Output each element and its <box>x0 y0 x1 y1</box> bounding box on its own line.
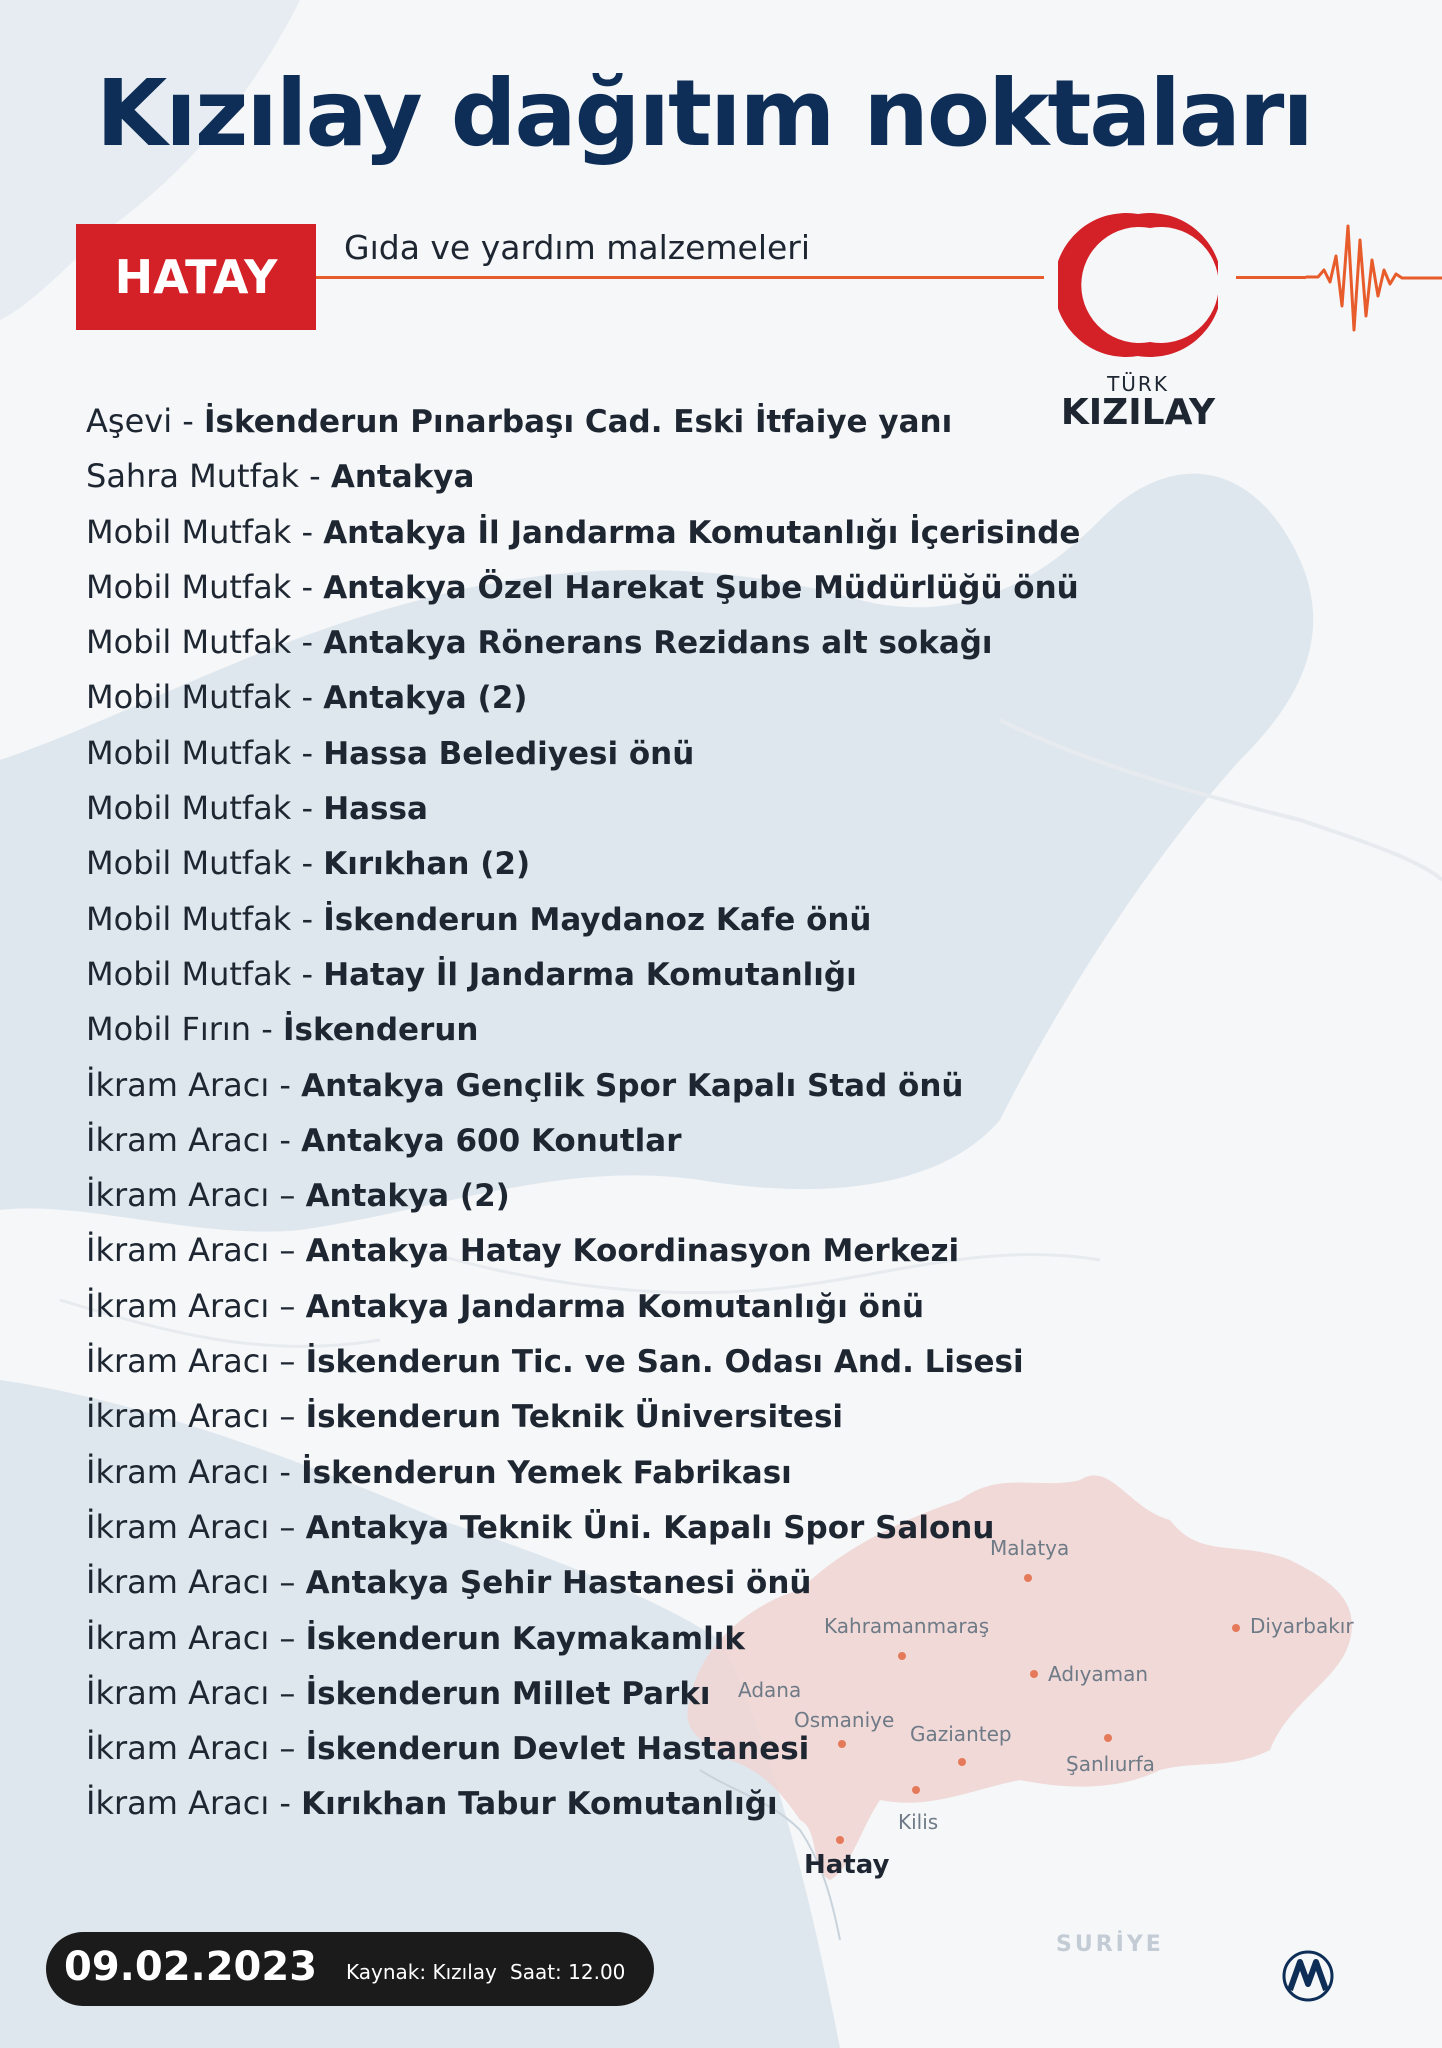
list-item <box>86 1168 1080 1223</box>
city-label-kahramanmaras: Kahramanmaraş <box>824 1614 990 1638</box>
point-location: Antakya Özel Harekat Şube Müdürlüğü önü <box>323 569 1079 606</box>
point-location: Antakya Şehir Hastanesi önü <box>305 1565 812 1602</box>
region-badge: HATAY <box>76 224 316 330</box>
list-item <box>86 1334 1080 1389</box>
point-type: İkram Aracı – <box>86 1618 306 1657</box>
footer-date: 09.02.2023 <box>64 1944 318 1990</box>
point-type: İkram Aracı – <box>86 1342 306 1381</box>
aa-logo-icon <box>1282 1950 1334 2002</box>
point-type: Mobil Mutfak - <box>86 899 324 938</box>
list-item <box>86 449 1080 504</box>
point-location: Antakya (2) <box>305 1178 510 1215</box>
logo-text-bottom: KIZILAY <box>1060 392 1216 433</box>
header-divider <box>316 276 1044 279</box>
point-type: İkram Aracı – <box>86 1286 306 1325</box>
point-type: Mobil Mutfak - <box>86 678 324 717</box>
footer-source: Kaynak: Kızılay <box>346 1960 497 1984</box>
point-location: Antakya Teknik Üni. Kapalı Spor Salonu <box>305 1509 995 1546</box>
point-location: İskenderun Yemek Fabrikası <box>301 1454 792 1491</box>
point-location: İskenderun Maydanoz Kafe önü <box>323 901 872 938</box>
list-item <box>86 947 1080 1002</box>
point-location: İskenderun Devlet Hastanesi <box>305 1731 810 1768</box>
point-type: İkram Aracı – <box>86 1729 306 1768</box>
city-label-malatya: Malatya <box>990 1536 1070 1560</box>
list-item <box>86 1058 1080 1113</box>
list-item <box>86 1113 1080 1168</box>
country-label-syria: SURİYE <box>1056 1932 1164 1957</box>
point-type: İkram Aracı - <box>86 1452 302 1491</box>
point-location: İskenderun Pınarbaşı Cad. Eski İtfaiye yanı <box>203 404 953 440</box>
list-item <box>86 394 1080 449</box>
subtitle: Gıda ve yardım malzemeleri <box>344 228 811 267</box>
point-type: İkram Aracı - <box>86 1065 302 1104</box>
point-location: Hassa <box>323 791 428 828</box>
city-label-osmaniye: Osmaniye <box>794 1708 895 1732</box>
list-item <box>86 1279 1080 1334</box>
point-type: İkram Aracı – <box>86 1673 306 1712</box>
point-type: İkram Aracı – <box>86 1507 306 1546</box>
point-type: Mobil Mutfak - <box>86 954 324 993</box>
point-type: Sahra Mutfak - <box>86 457 331 496</box>
point-location: İskenderun <box>282 1012 479 1049</box>
point-type: İkram Aracı – <box>86 1563 306 1602</box>
list-item <box>86 505 1080 560</box>
point-location: İskenderun Teknik Üniversitesi <box>305 1399 844 1436</box>
logo-text-top: TÜRK <box>1107 372 1169 396</box>
point-location: Antakya Rönerans Rezidans alt sokağı <box>323 625 993 662</box>
list-item <box>86 892 1080 947</box>
point-location: Antakya 600 Konutlar <box>301 1122 682 1159</box>
point-type: İkram Aracı – <box>86 1397 306 1436</box>
point-type: Mobil Mutfak - <box>86 512 324 551</box>
point-type: Mobil Mutfak - <box>86 733 324 772</box>
point-type: Mobil Mutfak - <box>86 567 324 606</box>
city-dot <box>1232 1624 1240 1632</box>
point-location: Hatay İl Jandarma Komutanlığı <box>323 956 857 993</box>
point-location: Kırıkhan (2) <box>323 846 531 883</box>
point-type: Aşevi - <box>86 402 204 440</box>
list-item <box>86 1445 1080 1500</box>
point-type: Mobil Fırın - <box>86 1010 283 1049</box>
crescent-logo-icon <box>1058 210 1218 360</box>
point-location: Antakya Gençlik Spor Kapalı Stad önü <box>301 1067 964 1104</box>
point-location: Antakya <box>330 459 475 496</box>
list-item <box>86 836 1080 891</box>
city-label-kilis: Kilis <box>898 1810 939 1834</box>
point-type: İkram Aracı – <box>86 1231 306 1270</box>
point-location: Antakya İl Jandarma Komutanlığı İçerisinde <box>323 514 1081 551</box>
list-item <box>86 1500 1080 1555</box>
footer-time: Saat: 12.00 <box>510 1960 626 1984</box>
city-label-diyarbakir: Diyarbakır <box>1250 1614 1354 1638</box>
list-item <box>86 1223 1080 1278</box>
point-type: İkram Aracı – <box>86 1176 306 1215</box>
city-label-hatay: Hatay <box>804 1850 890 1880</box>
city-dot <box>1104 1734 1112 1742</box>
point-location: İskenderun Kaymakamlık <box>305 1620 745 1657</box>
city-label-gaziantep: Gaziantep <box>910 1722 1012 1746</box>
seismograph-icon <box>1306 220 1442 350</box>
point-type: İkram Aracı - <box>86 1784 302 1823</box>
point-type: Mobil Mutfak - <box>86 789 324 828</box>
city-label-sanliurfa: Şanlıurfa <box>1066 1752 1155 1776</box>
point-type: Mobil Mutfak - <box>86 844 324 883</box>
point-location: Hassa Belediyesi önü <box>323 735 695 772</box>
city-label-adana: Adana <box>738 1678 802 1702</box>
list-item <box>86 560 1080 615</box>
point-location: Antakya Hatay Koordinasyon Merkezi <box>305 1233 960 1270</box>
list-item <box>86 670 1080 725</box>
list-item <box>86 615 1080 670</box>
point-location: İskenderun Tic. ve San. Odası And. Lisesi <box>305 1344 1024 1381</box>
point-location: Kırıkhan Tabur Komutanlığı <box>301 1786 778 1823</box>
city-dot <box>836 1836 844 1844</box>
point-type: Mobil Mutfak - <box>86 623 324 662</box>
header-divider-right <box>1236 276 1306 279</box>
page-title: Kızılay dağıtım noktaları <box>96 60 1312 167</box>
list-item <box>86 1002 1080 1057</box>
list-item <box>86 1389 1080 1444</box>
city-label-adiyaman: Adıyaman <box>1048 1662 1149 1686</box>
list-item <box>86 726 1080 781</box>
list-item <box>86 781 1080 836</box>
point-location: Antakya Jandarma Komutanlığı önü <box>305 1288 925 1325</box>
list-item <box>86 1666 1080 1721</box>
point-location: Antakya (2) <box>323 680 528 717</box>
point-type: İkram Aracı - <box>86 1120 302 1159</box>
list-item <box>86 1555 1080 1610</box>
point-location: İskenderun Millet Parkı <box>305 1675 711 1712</box>
